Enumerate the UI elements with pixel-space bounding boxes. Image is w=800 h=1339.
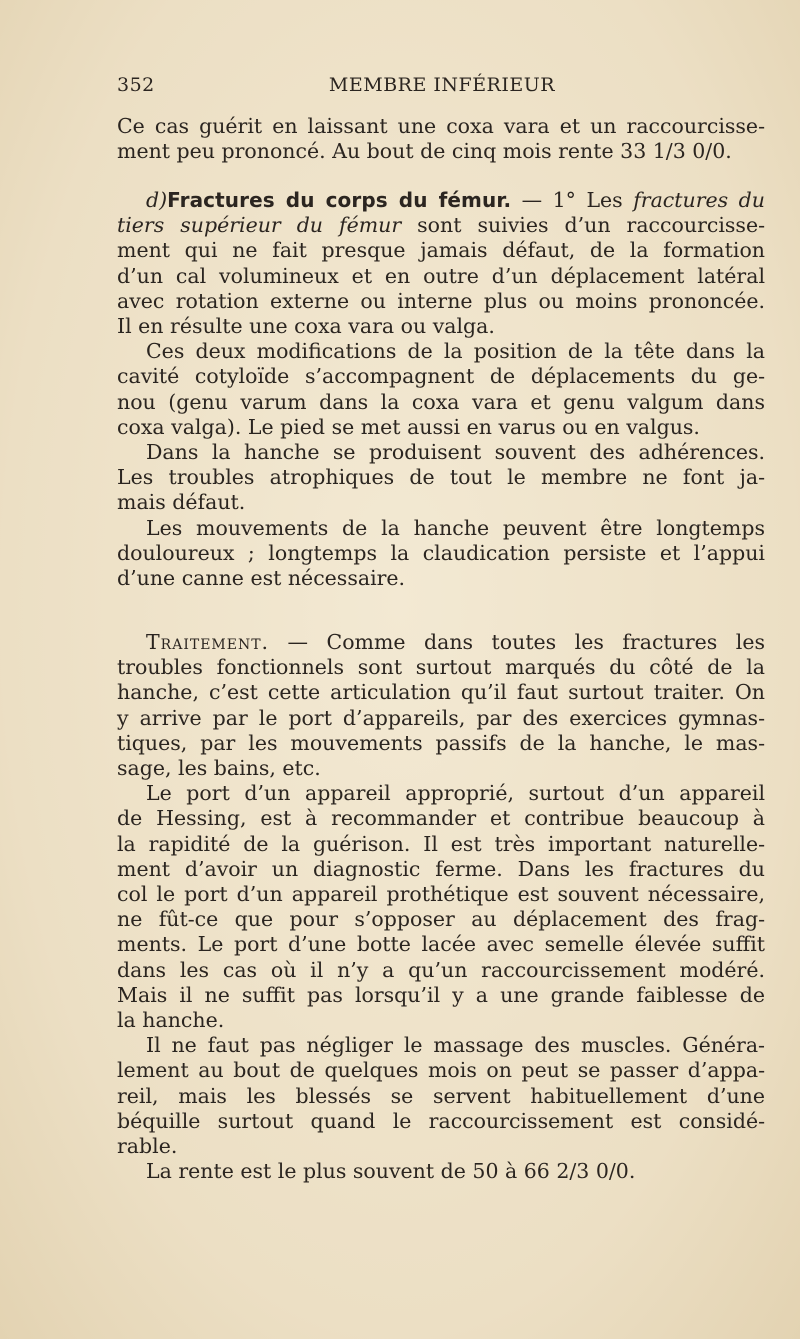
text-line: sage, les bains, etc. [117,756,321,781]
text-line: la hanche. [117,1008,225,1033]
text-line: nou (genu varum dans la coxa vara et genu valgum dans [117,389,765,414]
section-heading: Fractures du corps du fémur. [167,188,512,212]
text-line: lement au bout de quelques mois on peut se passer d’appa- [117,1058,765,1083]
text-line: Dans la hanche se produisent souvent des adhérences. [146,440,765,465]
text-line: Ces deux modifications de la position de la tête dans la [146,339,765,364]
text-line [117,630,765,655]
running-title: MEMBRE INFÉRIEUR [328,74,556,96]
section-treatment [117,630,765,1184]
text-line: tiques, par les mouvements passifs de la hanche, le mas- [117,730,765,755]
text-line: douloureux ; longtemps la claudication persiste et l’appui [117,540,765,565]
section-heading-line [117,188,765,213]
text-line: dans les cas où il n’y a qu’un raccourcissement modéré. [117,957,765,982]
text-line: cavité cotyloïde s’accompagnent de déplacements du ge- [117,364,765,389]
text-line: col le port d’un appareil prothétique est souvent nécessaire, [117,882,765,907]
text-line: coxa valga). Le pied se met aussi en varus ou en valgus. [117,414,700,439]
text-line: Ce cas guérit en laissant une coxa vara et un raccourcisse- [117,114,765,138]
text-line: troubles fonctionnels sont surtout marqués du côté de la [117,655,765,680]
text-line: la rapidité de la guérison. Il est très important naturelle- [117,831,765,856]
text-fragment: Les [586,188,634,212]
text-line: Il en résulte une coxa vara ou valga. [117,314,495,339]
italic-term: fractures du [633,188,766,212]
running-header [117,74,757,104]
treatment-heading: Traitement. [146,630,270,654]
text-fragment: sont suivies d’un raccourcisse- [401,213,766,238]
text-line: y arrive par le port d’appareils, par des exercices gymnas- [117,705,765,730]
text-line: béquille surtout quand le raccourcissement est considé- [117,1108,765,1133]
text-line: Les mouvements de la hanche peuvent être longtemps [146,515,765,540]
text-line: Mais il ne suffit pas lorsqu’il y a une grande faiblesse de [117,982,765,1007]
text-line: ments. Le port d’une botte lacée avec semelle élevée suffit [117,932,765,957]
text-line: Le port d’un appareil approprié, surtout d’un appareil [146,781,765,806]
text-line: La rente est le plus souvent de 50 à 66 2/3 0/0. [146,1159,636,1184]
italic-term: tiers supérieur du fémur [117,213,402,238]
text-fragment: — Comme dans toutes les fractures les [269,630,765,654]
text-line: de Hessing, est à recommander et contribue beaucoup à [117,806,765,831]
text-line: ne fût-ce que pour s’opposer au déplacement des frag- [117,907,765,932]
text-line: rable. [117,1134,178,1159]
text-line: ment qui ne fait presque jamais défaut, de la formation [117,238,765,263]
text-line: mais défaut. [117,490,246,515]
text-line: Les troubles atrophiques de tout le membre ne font ja- [117,465,765,490]
text-line [117,213,765,238]
paragraph-case-outcome [117,114,765,164]
text-line: d’un cal volumineux et en outre d’un déplacement latéral [117,263,765,288]
text-line: d’une canne est nécessaire. [117,566,406,591]
heading-dash: — 1° [511,188,587,212]
text-line: ment peu prononcé. Au bout de cinq mois rente 33 1/3 0/0. [117,139,732,164]
text-line: ment d’avoir un diagnostic ferme. Dans les fractures du [117,856,765,881]
text-line: reil, mais les blessés se servent habituellement d’une [117,1083,765,1108]
text-line: hanche, c’est cette articulation qu’il faut surtout traiter. On [117,680,765,705]
text-line: Il ne faut pas négliger le massage des muscles. Généra- [146,1033,765,1058]
section-femur-shaft-fractures [117,188,765,591]
section-label: d) [146,188,168,212]
page-number: 352 [117,74,155,96]
text-line: avec rotation externe ou interne plus ou moins prononcée. [117,288,765,313]
